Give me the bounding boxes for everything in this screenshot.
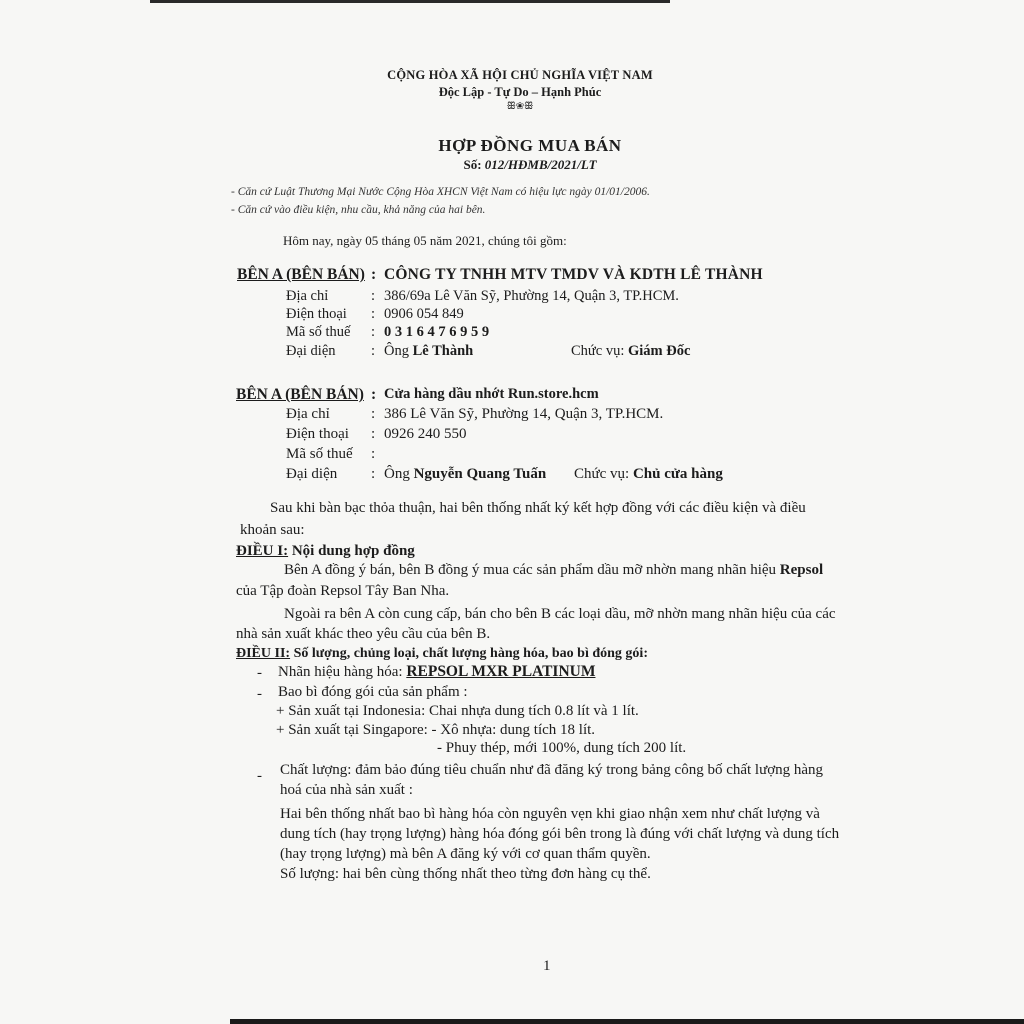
party-a-tax: 0 3 1 6 4 7 6 9 5 9 xyxy=(384,324,490,340)
party-a-rep-prefix: Ông xyxy=(384,343,413,359)
party-b-phone-label: Điện thoại xyxy=(286,426,349,442)
contract-number-value: 012/HĐMB/2021/LT xyxy=(484,157,597,172)
agree-line-1: Hai bên thống nhất bao bì hàng hóa còn nguyên vẹn khi giao nhận xem như chất lượng và xyxy=(280,806,820,822)
party-b-tax-label: Mã số thuế xyxy=(286,446,353,462)
page-number: 1 xyxy=(543,958,551,974)
legal-basis-1: - Căn cứ Luật Thương Mại Nước Cộng Hòa XHCN Việt Nam có hiệu lực ngày 01/01/2006. xyxy=(231,186,650,198)
agreement-line-1: Sau khi bàn bạc thỏa thuận, hai bên thống nhất ký kết hợp đồng với các điều kiện và điều xyxy=(270,500,806,516)
article-1-p1-line1 xyxy=(284,562,823,579)
party-b-rep-name: Nguyễn Quang Tuấn xyxy=(413,466,547,482)
party-a-phone-colon: : xyxy=(371,306,376,322)
brand-label: Nhãn hiệu hàng hóa: xyxy=(278,664,407,680)
article-1-heading xyxy=(236,543,415,560)
article-1-p1-text: Bên A đồng ý bán, bên B đồng ý mua các sản phẩm dầu mỡ nhờn mang nhãn hiệu xyxy=(284,562,780,578)
party-b-rep-label: Đại diện xyxy=(286,466,338,482)
party-a-rep-label: Đại diện xyxy=(286,343,336,359)
party-a-phone: 0906 054 849 xyxy=(384,306,464,322)
party-b-phone-colon: : xyxy=(371,426,376,442)
party-b-heading: BÊN A (BÊN BÁN) xyxy=(236,386,364,403)
quality-line-2: hoá của nhà sản xuất : xyxy=(280,782,413,798)
party-a-position-value: Giám Đốc xyxy=(628,343,691,359)
national-title: CỘNG HÒA XÃ HỘI CHỦ NGHĨA VIỆT NAM xyxy=(387,68,653,82)
national-motto: Độc Lập - Tự Do – Hạnh Phúc xyxy=(438,85,602,99)
party-a-company: CÔNG TY TNHH MTV TMDV VÀ KDTH LÊ THÀNH xyxy=(384,266,763,283)
party-a-rep-colon: : xyxy=(371,343,376,359)
party-a-address: 386/69a Lê Văn Sỹ, Phường 14, Quận 3, TP.HCM. xyxy=(384,288,679,304)
header-ornament: ꕥ❀ꕥ xyxy=(506,101,534,112)
article-1-brand: Repsol xyxy=(779,562,824,578)
party-b-position xyxy=(574,466,723,483)
quality-line-1: Chất lượng: đảm bảo đúng tiêu chuẩn như đã đăng ký trong bảng công bố chất lượng hàng xyxy=(280,762,824,778)
party-b-phone: 0926 240 550 xyxy=(384,426,467,442)
party-a-rep-name: Lê Thành xyxy=(412,343,474,359)
packaging-indonesia: + Sản xuất tại Indonesia: Chai nhựa dung tích 0.8 lít và 1 lít. xyxy=(276,703,639,719)
brand-line xyxy=(278,663,595,681)
party-b-rep-prefix: Ông xyxy=(384,466,414,482)
contract-number-label: Số: xyxy=(463,157,485,172)
article-1-p1-line2: của Tập đoàn Repsol Tây Ban Nha. xyxy=(236,583,450,599)
party-a-colon: : xyxy=(371,266,377,283)
party-a-phone-label: Điện thoại xyxy=(286,306,347,322)
article-1-title: Nội dung hợp đồng xyxy=(288,543,415,559)
contract-number xyxy=(380,157,680,173)
agree-line-3: (hay trọng lượng) mà bên A đăng ký với cơ quan thẩm quyền. xyxy=(280,846,651,862)
article-2-title: Số lượng, chủng loại, chất lượng hàng hóa, bao bì đóng gói: xyxy=(290,646,648,661)
party-a-position xyxy=(571,343,690,360)
party-b-colon: : xyxy=(371,386,377,403)
article-2-heading xyxy=(236,646,648,662)
article-1-p2-line1: Ngoài ra bên A còn cung cấp, bán cho bên B các loại dầu, mỡ nhờn mang nhãn hiệu của các xyxy=(284,606,836,622)
brand-value: REPSOL MXR PLATINUM xyxy=(406,663,596,680)
bullet-dash: - xyxy=(257,768,262,784)
party-b-address: 386 Lê Văn Sỹ, Phường 14, Quận 3, TP.HCM. xyxy=(384,406,664,422)
agree-line-2: dung tích (hay trọng lượng) hàng hóa đóng gói bên trong là đúng với chất lượng và dung tích xyxy=(280,826,840,842)
article-1-p2-line2: nhà sản xuất khác theo yêu cầu của bên B. xyxy=(236,626,491,642)
bullet-dash: - xyxy=(257,686,262,702)
party-a-tax-label: Mã số thuế xyxy=(286,324,351,340)
article-2-label: ĐIỀU II: xyxy=(236,646,291,661)
party-b-position-label: Chức vụ: xyxy=(574,466,633,482)
intro-line: Hôm nay, ngày 05 tháng 05 năm 2021, chúng tôi gồm: xyxy=(283,233,567,248)
legal-basis-2: - Căn cứ vào điều kiện, nhu cầu, khả năng của hai bên. xyxy=(231,204,486,216)
quantity-line: Số lượng: hai bên cùng thống nhất theo từng đơn hàng cụ thể. xyxy=(280,866,651,882)
party-a-address-label: Địa chỉ xyxy=(286,288,329,304)
bullet-dash: - xyxy=(257,665,262,681)
party-a-position-label: Chức vụ: xyxy=(571,343,628,359)
party-a-rep xyxy=(384,343,473,360)
party-a-heading: BÊN A (BÊN BÁN) xyxy=(237,266,365,283)
party-b-rep xyxy=(384,466,546,483)
packaging-singapore: + Sản xuất tại Singapore: - Xô nhựa: dung tích 18 lít. xyxy=(276,722,596,738)
packaging-drum: - Phuy thép, mới 100%, dung tích 200 lít. xyxy=(437,740,687,756)
party-a-tax-colon: : xyxy=(371,324,376,340)
party-b-address-label: Địa chỉ xyxy=(286,406,330,422)
party-b-company: Cửa hàng dầu nhớt Run.store.hcm xyxy=(384,386,599,402)
agreement-line-2: khoản sau: xyxy=(240,522,305,538)
article-1-label: ĐIỀU I: xyxy=(236,543,289,559)
packaging-label: Bao bì đóng gói của sản phẩm : xyxy=(278,684,468,700)
party-b-position-value: Chủ cửa hàng xyxy=(632,466,723,482)
party-b-rep-colon: : xyxy=(371,466,376,482)
contract-title: HỢP ĐỒNG MUA BÁN xyxy=(438,136,622,155)
party-a-address-colon: : xyxy=(371,288,376,304)
party-b-address-colon: : xyxy=(371,406,376,422)
party-b-tax-colon: : xyxy=(371,446,376,462)
